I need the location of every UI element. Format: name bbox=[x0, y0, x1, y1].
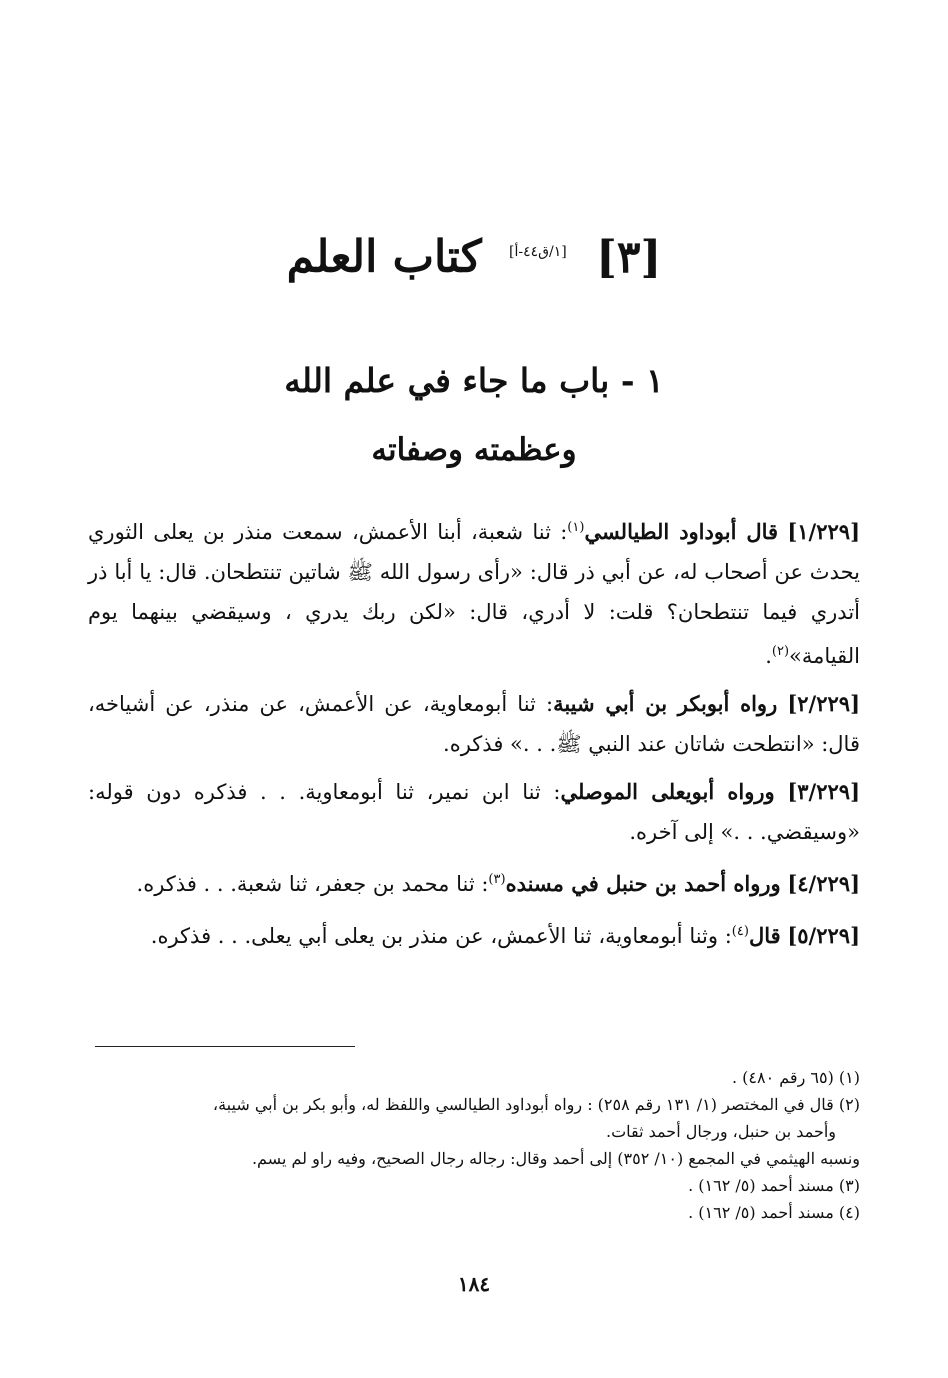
paragraph-number: [٤/٢٢٩] bbox=[787, 871, 860, 896]
hadith-paragraph bbox=[88, 684, 860, 764]
narrator-lead: رواه أبوبكر بن أبي شيبة bbox=[553, 691, 778, 716]
paragraph-number: [١/٢٢٩] bbox=[787, 519, 860, 544]
footnote-marker: (٢) bbox=[771, 644, 790, 659]
paragraph-number: [٥/٢٢٩] bbox=[787, 923, 860, 948]
paragraph-text: : ثنا أبومعاوية، عن الأعمش، عن منذر، عن أشياخه، قال: «انتطحت شاتان عند النبي ﷺ. . .» فذكره. bbox=[88, 692, 860, 756]
footnote-marker: (٤) bbox=[731, 924, 749, 939]
footnotes bbox=[88, 1064, 860, 1226]
footnote: (٤) مسند أحمد (٥/ ١٦٢) . bbox=[688, 1203, 860, 1222]
footnote: (٢) قال في المختصر (١/ ١٣١ رقم ٢٥٨) : رواه أبوداود الطيالسي واللفظ له، وأبو بكر بن أبي شيبة، bbox=[212, 1095, 860, 1114]
hadith-paragraph bbox=[88, 860, 860, 904]
narrator-lead: قال أبوداود الطيالسي bbox=[584, 519, 779, 544]
footnote: (٣) مسند أحمد (٥/ ١٦٢) . bbox=[688, 1176, 860, 1195]
paragraph-tail: . bbox=[765, 644, 772, 668]
chapter-subtitle: وعظمته وصفاته bbox=[371, 432, 577, 468]
paragraph-number: [٢/٢٢٩] bbox=[787, 691, 860, 716]
narrator-lead: ورواه أحمد بن حنبل في مسنده bbox=[505, 871, 781, 896]
book-number: [٣] bbox=[596, 231, 662, 283]
paragraph-text: : ثنا شعبة، أبنا الأعمش، سمعت منذر بن يعلى الثوري يحدث عن أصحاب له، عن أبي ذر قال: «رأى رسول الله ﷺ شاتين تنتطحان. قال: يا أبا ذر أتدري فيما تنتطحان؟ قلت: لا أدري، قال: «لكن ربك يدري ، وسيقضي بينهما يوم القيامة» bbox=[88, 520, 861, 668]
page-number: ١٨٤ bbox=[457, 1272, 491, 1296]
hadith-paragraph bbox=[88, 912, 860, 956]
footnote-continuation: ونسبه الهيثمي في المجمع (١٠/ ٣٥٢) إلى أحمد وقال: رجاله رجال الصحيح، وفيه راو لم يسم. bbox=[251, 1149, 860, 1168]
hadith-paragraph bbox=[88, 508, 860, 676]
paragraph-number: [٣/٢٢٩] bbox=[787, 779, 860, 804]
manuscript-reference: [١/ق٤٤-أ] bbox=[509, 244, 567, 260]
paragraph-text: : ثنا محمد بن جعفر، ثنا شعبة. . . فذكره. bbox=[136, 872, 489, 896]
footnote: (١) (٦٥ رقم ٤٨٠) . bbox=[731, 1068, 860, 1087]
narrator-lead: قال bbox=[748, 923, 781, 948]
footnote-marker: (١) bbox=[567, 520, 585, 535]
footnote-marker: (٣) bbox=[488, 872, 506, 887]
footnote-continuation: وأحمد بن حنبل، ورجال أحمد ثقات. bbox=[606, 1122, 836, 1141]
main-text bbox=[88, 508, 860, 964]
chapter-title: ١ - باب ما جاء في علم الله bbox=[284, 361, 664, 400]
narrator-lead: ورواه أبويعلى الموصلي bbox=[560, 779, 775, 804]
paragraph-text: : وثنا أبومعاوية، ثنا الأعمش، عن منذر بن يعلى أبي يعلى. . . فذكره. bbox=[150, 924, 732, 948]
book-title-text: كتاب العلم bbox=[286, 231, 482, 283]
book-title bbox=[0, 222, 948, 288]
footnote-divider bbox=[95, 1046, 355, 1047]
hadith-paragraph bbox=[88, 772, 860, 852]
paragraph-text: : ثنا ابن نمير، ثنا أبومعاوية. . . فذكره دون قوله: «وسيقضي. . .» إلى آخره. bbox=[88, 780, 860, 844]
